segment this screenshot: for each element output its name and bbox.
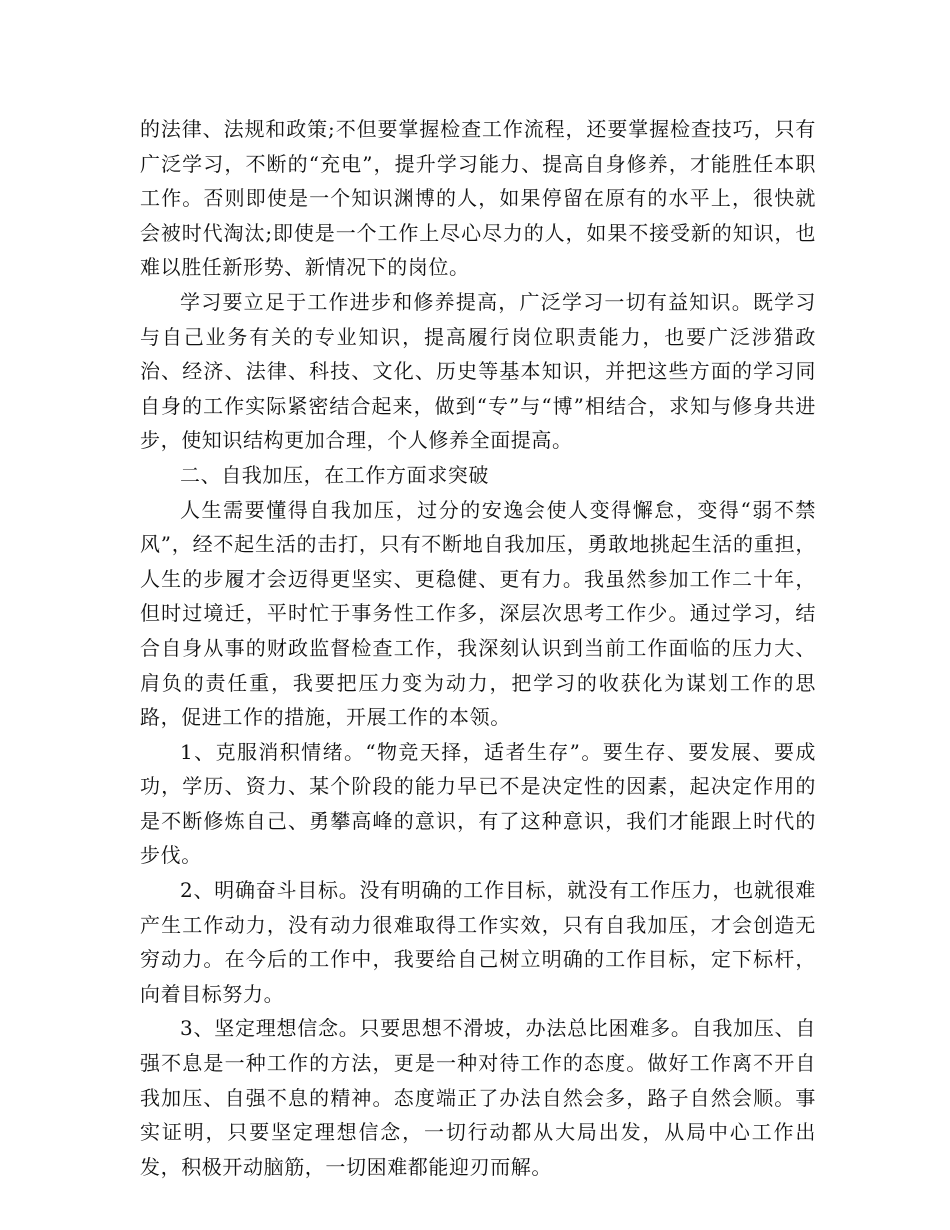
paragraph-point-3: 3、坚定理想信念。只要思想不滑坡，办法总比困难多。自我加压、自强不息是一种工作的方法，更是一种对待工作的态度。做好工作离不开自我加压、自强不息的精神。态度端正了办法自然会多，路子自然会顺。事实证明，只要坚定理想信念，一切行动都从大局出发，从局中心工作出发，积极开动脑筋，一切困难都能迎刃而解。 xyxy=(140,1016,816,1179)
paragraph-learning-focus: 学习要立足于工作进步和修养提高，广泛学习一切有益知识。既学习与自己业务有关的专业知识，提高履行岗位职责能力，也要广泛涉猎政治、经济、法律、科技、文化、历史等基本知识，并把这些方面的学习同自身的工作实际紧密结合起来，做到“专”与“博”相结合，求知与修身共进步，使知识结构更加合理，个人修养全面提高。 xyxy=(140,289,816,453)
paragraph-point-2: 2、明确奋斗目标。没有明确的工作目标，就没有工作压力，也就很难产生工作动力，没有动力很难取得工作实效，只有自我加压，才会创造无穷动力。在今后的工作中，我要给自己树立明确的工作目标，定下标杆，向着目标努力。 xyxy=(140,878,816,1006)
paragraph-continuation: 的法律、法规和政策;不但要掌握检查工作流程，还要掌握检查技巧，只有广泛学习，不断的“充电”，提升学习能力、提高自身修养，才能胜任本职工作。否则即使是一个知识渊博的人，如果停留在原有的水平上，很快就会被时代淘汰;即使是一个工作上尽心尽力的人，如果不接受新的知识，也难以胜任新形势、新情况下的岗位。 xyxy=(140,117,816,280)
paragraph-point-1: 1、克服消积情绪。“物竞天择，适者生存”。要生存、要发展、要成功，学历、资力、某个阶段的能力早已不是决定性的因素，起决定作用的是不断修炼自己、勇攀高峰的意识，有了这种意识，我们才能跟上时代的步伐。 xyxy=(140,739,816,868)
document-body xyxy=(140,112,816,1184)
section-heading-self-pressure: 二、自我加压，在工作方面求突破 xyxy=(180,462,489,487)
paragraph-self-pressure: 人生需要懂得自我加压，过分的安逸会使人变得懈怠，变得“弱不禁风”，经不起生活的击打，只有不断地自我加压，勇敢地挑起生活的重担，人生的步履才会迈得更坚实、更稳健、更有力。我虽然参加工作二十年，但时过境迁，平时忙于事务性工作多，深层次思考工作少。通过学习，结合自身从事的财政监督检查工作，我深刻认识到当前工作面临的压力大、肩负的责任重，我要把压力变为动力，把学习的收获化为谋划工作的思路，促进工作的措施，开展工作的本领。 xyxy=(140,497,816,730)
